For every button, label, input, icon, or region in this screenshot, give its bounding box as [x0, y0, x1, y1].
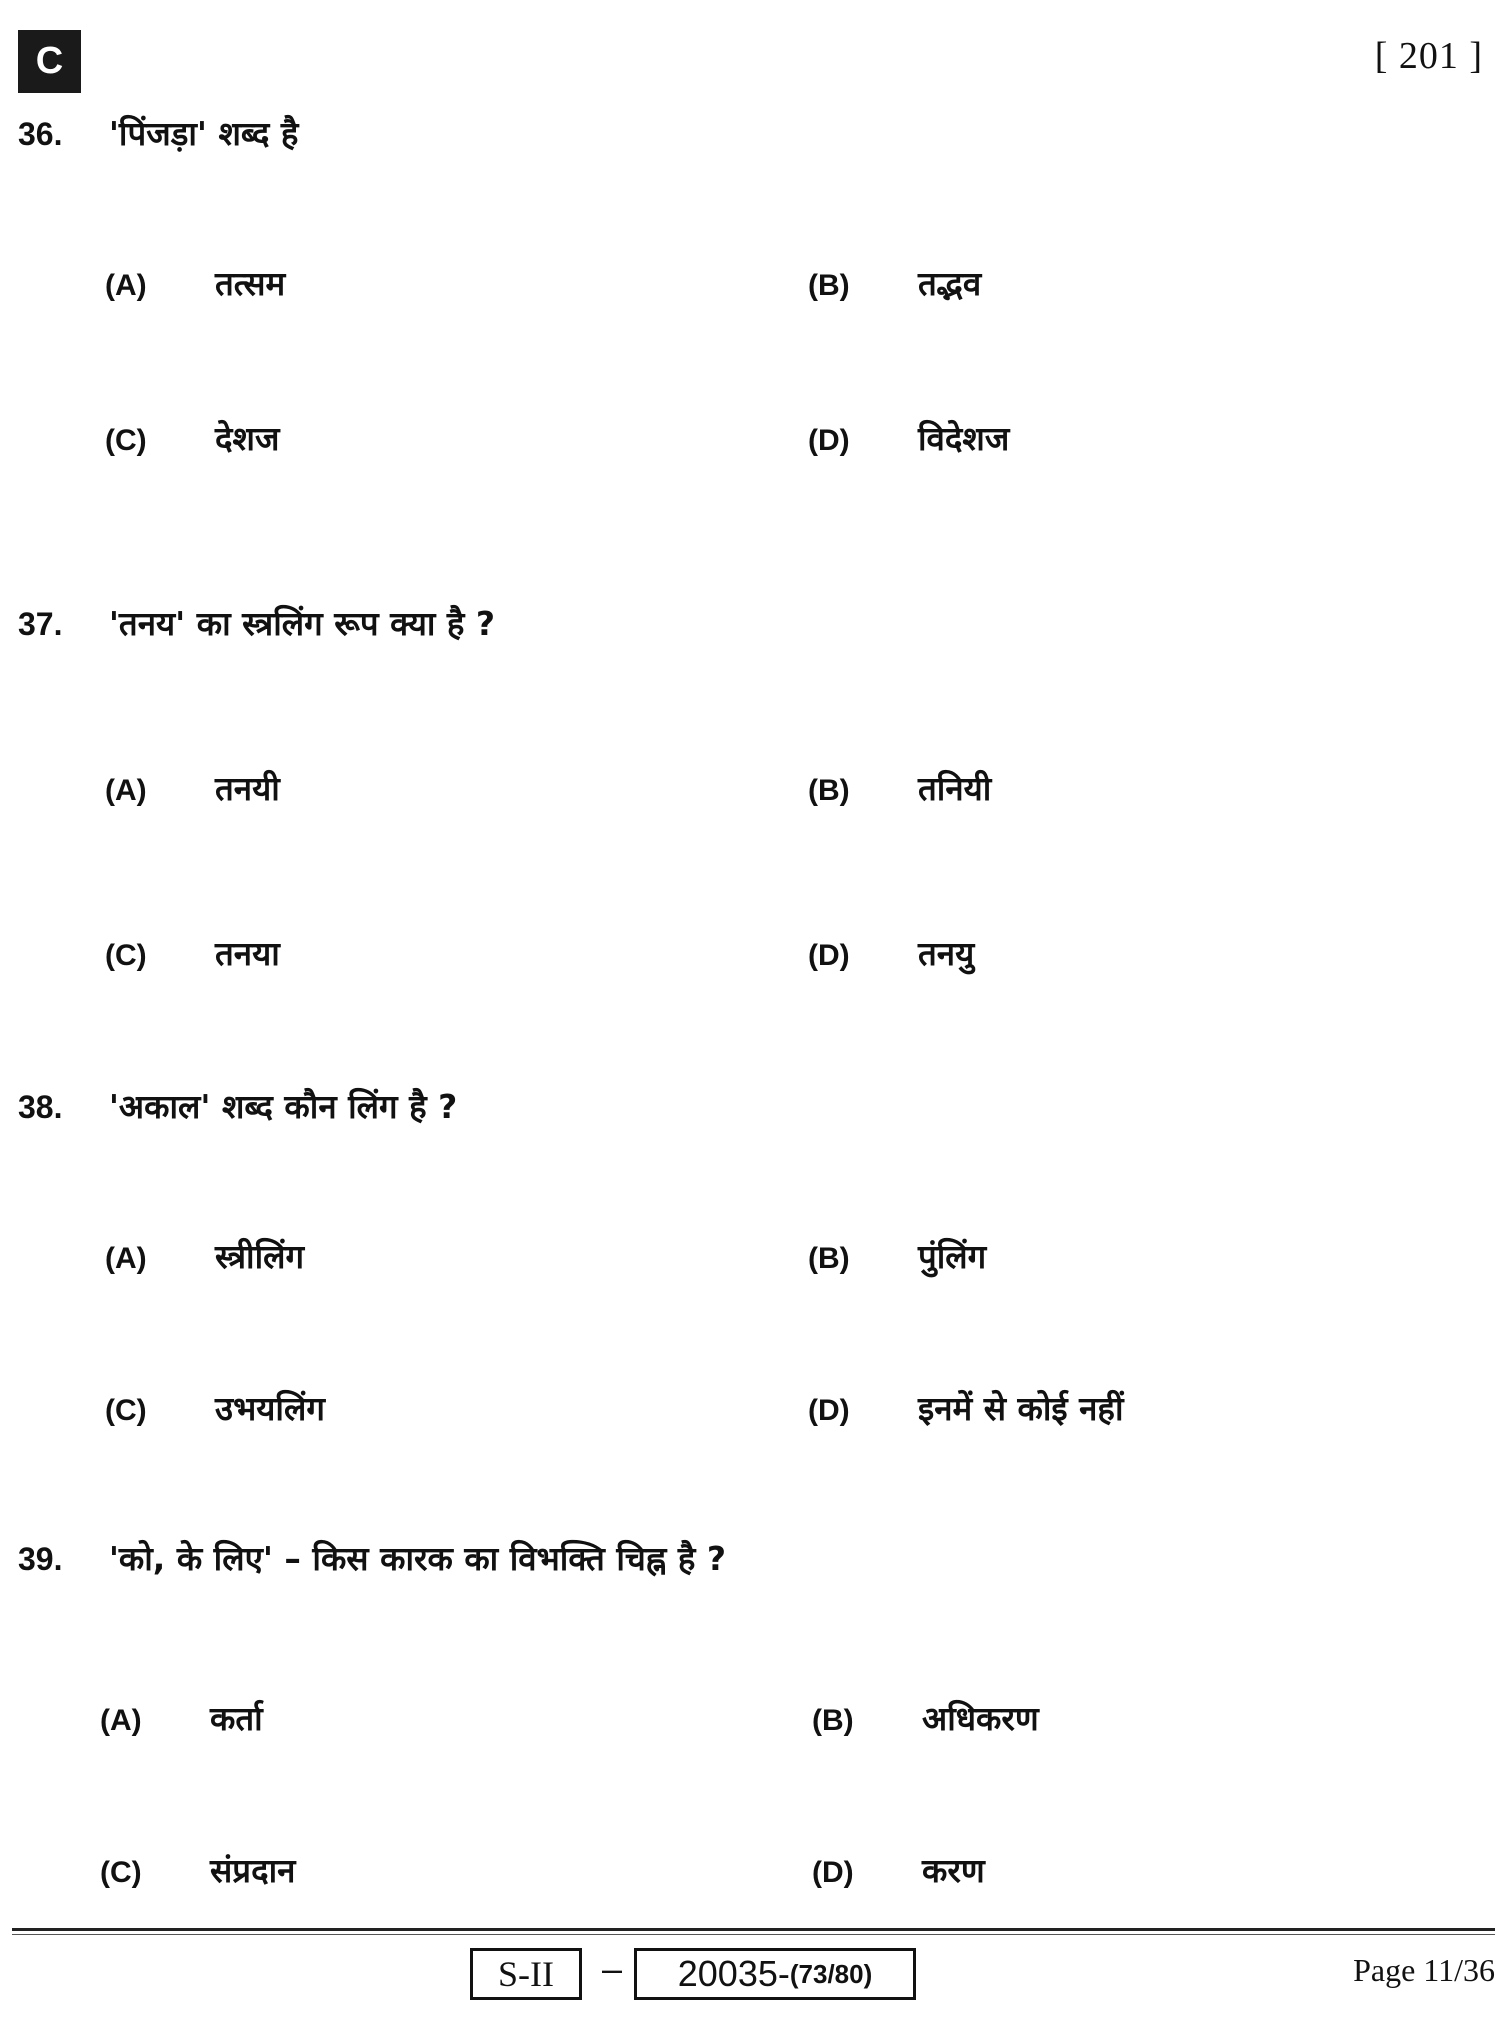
question-stem: [18, 1535, 726, 1580]
option-b: [812, 1695, 1039, 1740]
option-a: [105, 1233, 304, 1278]
paper-code: [634, 1948, 916, 2000]
footer-separator: –: [602, 1948, 623, 1989]
paper-code-main: 20035-: [677, 1953, 790, 1994]
question-text: 'को, के लिए' – किस कारक का विभक्ति चिह्न है ?: [108, 1539, 727, 1578]
option-a: [100, 1695, 263, 1740]
question-stem: [18, 600, 495, 645]
option-label: (B): [812, 1704, 854, 1737]
option-c: [105, 930, 280, 975]
option-d: [808, 930, 974, 975]
option-text: इनमें से कोई नहीं: [918, 1389, 1124, 1428]
option-text: देशज: [215, 419, 280, 458]
option-d: [808, 415, 1009, 460]
option-text: संप्रदान: [210, 1851, 296, 1890]
option-text: करण: [922, 1851, 985, 1890]
footer-divider: [12, 1928, 1495, 1931]
option-a: [105, 765, 280, 810]
question-number: 38.: [18, 1089, 63, 1125]
option-text: तत्सम: [215, 264, 286, 303]
option-text: तनयी: [215, 769, 280, 808]
option-label: (B): [808, 774, 850, 807]
option-text: तनया: [215, 934, 280, 973]
option-d: [812, 1847, 985, 1892]
question-number: 37.: [18, 606, 63, 642]
footer-divider-thin: [12, 1934, 1495, 1935]
option-label: (D): [808, 424, 850, 457]
option-d: [808, 1385, 1124, 1430]
question-text: 'तनय' का स्त्रलिंग रूप क्या है ?: [108, 604, 496, 643]
question-number: 36.: [18, 116, 63, 152]
option-label: (A): [105, 774, 147, 807]
option-label: (A): [100, 1704, 142, 1737]
question-stem: [18, 110, 298, 155]
option-text: विदेशज: [918, 419, 1010, 458]
option-label: (D): [808, 1394, 850, 1427]
option-text: स्त्रीलिंग: [215, 1237, 305, 1276]
paper-code-sub: (73/80): [789, 1958, 873, 1989]
option-b: [808, 260, 981, 305]
option-c: [105, 1385, 325, 1430]
option-text: तद्भव: [918, 264, 982, 303]
option-label: (B): [808, 269, 850, 302]
option-label: (C): [105, 424, 147, 457]
option-label: (A): [105, 269, 147, 302]
option-text: पुंलिंग: [918, 1237, 987, 1276]
question-number: 39.: [18, 1541, 63, 1577]
option-b: [808, 1233, 986, 1278]
question-text: 'अकाल' शब्द कौन लिंग है ?: [108, 1087, 458, 1126]
option-label: (C): [105, 939, 147, 972]
option-text: कर्ता: [210, 1699, 263, 1738]
option-label: (B): [808, 1242, 850, 1275]
option-text: उभयलिंग: [215, 1389, 325, 1428]
option-label: (C): [100, 1856, 142, 1889]
question-stem: [18, 1083, 457, 1128]
series-code: S-II: [470, 1948, 582, 2000]
option-label: (A): [105, 1242, 147, 1275]
option-text: तनियी: [918, 769, 992, 808]
set-badge: C: [18, 30, 81, 93]
option-b: [808, 765, 991, 810]
option-label: (D): [808, 939, 850, 972]
question-text: 'पिंजड़ा' शब्द है: [108, 114, 299, 153]
option-text: अधिकरण: [922, 1699, 1039, 1738]
option-c: [100, 1847, 295, 1892]
option-text: तनयु: [918, 934, 975, 973]
page-code: [ 201 ]: [1374, 35, 1483, 77]
option-label: (D): [812, 1856, 854, 1889]
page-number: Page 11/36: [1353, 1952, 1495, 1988]
option-a: [105, 260, 285, 305]
option-c: [105, 415, 279, 460]
option-label: (C): [105, 1394, 147, 1427]
